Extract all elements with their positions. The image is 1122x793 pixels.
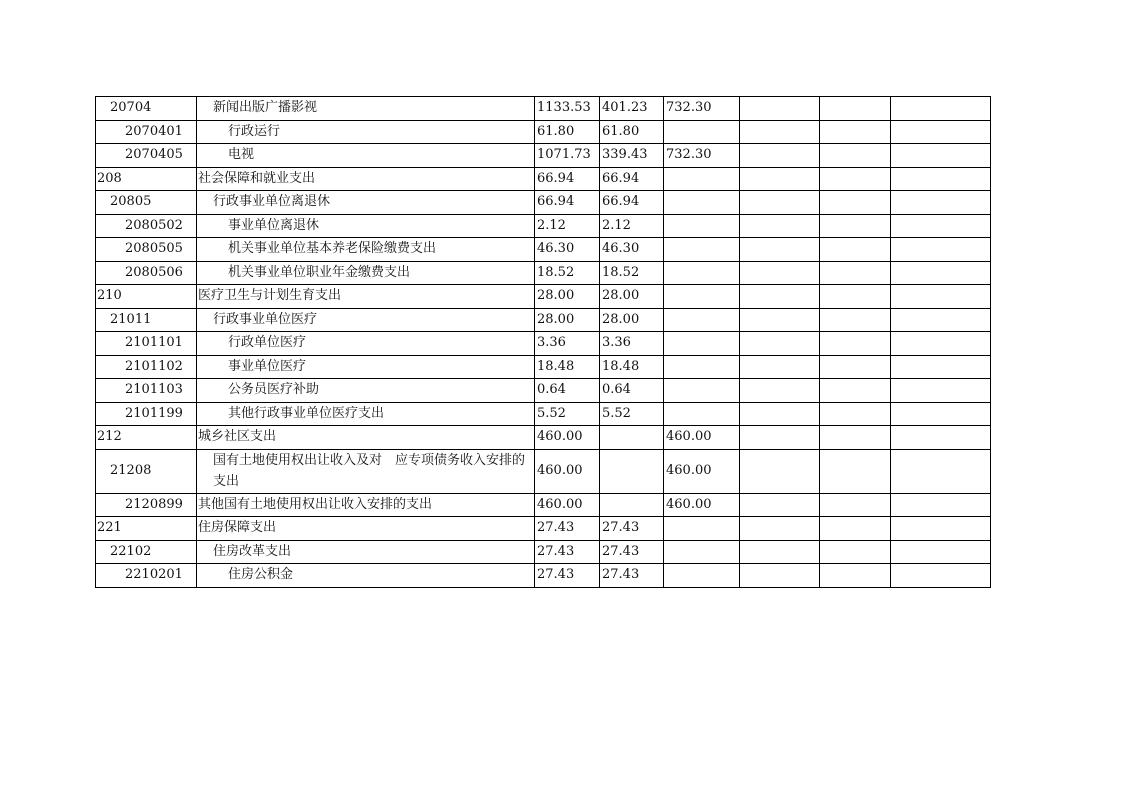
project-expenditure-cell — [664, 261, 740, 285]
account-code-cell: 2101103 — [96, 379, 197, 403]
project-expenditure-cell: 732.30 — [664, 97, 740, 121]
account-name-cell: 行政运行 — [197, 120, 535, 144]
table-row — [96, 355, 991, 379]
empty-cell — [891, 144, 991, 168]
account-code-cell: 2070401 — [96, 120, 197, 144]
basic-expenditure-cell: 27.43 — [600, 564, 664, 588]
basic-expenditure-cell: 27.43 — [600, 517, 664, 541]
empty-cell — [891, 120, 991, 144]
empty-cell — [740, 540, 820, 564]
total-amount-cell: 28.00 — [535, 285, 600, 309]
account-code-cell: 221 — [96, 517, 197, 541]
project-expenditure-cell — [664, 308, 740, 332]
empty-cell — [740, 332, 820, 356]
table-row — [96, 238, 991, 262]
empty-cell — [891, 214, 991, 238]
account-code-cell: 2080502 — [96, 214, 197, 238]
basic-expenditure-cell — [600, 493, 664, 517]
account-code-cell: 2101101 — [96, 332, 197, 356]
empty-cell — [740, 449, 820, 493]
table-row — [96, 493, 991, 517]
basic-expenditure-cell: 0.64 — [600, 379, 664, 403]
total-amount-cell: 66.94 — [535, 167, 600, 191]
empty-cell — [740, 355, 820, 379]
account-code-cell: 21208 — [96, 449, 197, 493]
project-expenditure-cell — [664, 120, 740, 144]
empty-cell — [820, 285, 891, 309]
account-name-cell: 公务员医疗补助 — [197, 379, 535, 403]
table-row — [96, 426, 991, 450]
account-name-cell: 事业单位医疗 — [197, 355, 535, 379]
empty-cell — [820, 261, 891, 285]
empty-cell — [740, 238, 820, 262]
basic-expenditure-cell: 3.36 — [600, 332, 664, 356]
empty-cell — [891, 379, 991, 403]
empty-cell — [891, 449, 991, 493]
project-expenditure-cell — [664, 564, 740, 588]
empty-cell — [820, 449, 891, 493]
empty-cell — [820, 238, 891, 262]
empty-cell — [820, 120, 891, 144]
empty-cell — [740, 120, 820, 144]
basic-expenditure-cell: 401.23 — [600, 97, 664, 121]
table-row — [96, 261, 991, 285]
account-name-cell: 机关事业单位职业年金缴费支出 — [197, 261, 535, 285]
basic-expenditure-cell: 28.00 — [600, 308, 664, 332]
basic-expenditure-cell: 66.94 — [600, 191, 664, 215]
account-name-cell: 医疗卫生与计划生育支出 — [197, 285, 535, 309]
account-name-cell: 电视 — [197, 144, 535, 168]
project-expenditure-cell — [664, 355, 740, 379]
account-code-cell: 22102 — [96, 540, 197, 564]
total-amount-cell: 28.00 — [535, 308, 600, 332]
basic-expenditure-cell: 5.52 — [600, 402, 664, 426]
account-code-cell: 2120899 — [96, 493, 197, 517]
empty-cell — [891, 426, 991, 450]
empty-cell — [820, 540, 891, 564]
total-amount-cell: 18.48 — [535, 355, 600, 379]
table-row — [96, 97, 991, 121]
account-code-cell: 210 — [96, 285, 197, 309]
project-expenditure-cell — [664, 285, 740, 309]
project-expenditure-cell — [664, 191, 740, 215]
total-amount-cell: 27.43 — [535, 540, 600, 564]
account-name-cell: 新闻出版广播影视 — [197, 97, 535, 121]
basic-expenditure-cell: 339.43 — [600, 144, 664, 168]
account-name-cell: 行政单位医疗 — [197, 332, 535, 356]
empty-cell — [740, 97, 820, 121]
project-expenditure-cell — [664, 517, 740, 541]
empty-cell — [891, 355, 991, 379]
empty-cell — [820, 379, 891, 403]
project-expenditure-cell — [664, 238, 740, 262]
empty-cell — [891, 402, 991, 426]
total-amount-cell: 27.43 — [535, 517, 600, 541]
empty-cell — [820, 402, 891, 426]
basic-expenditure-cell — [600, 426, 664, 450]
empty-cell — [891, 493, 991, 517]
table-row — [96, 402, 991, 426]
empty-cell — [820, 332, 891, 356]
empty-cell — [820, 167, 891, 191]
empty-cell — [891, 191, 991, 215]
account-name-cell: 其他行政事业单位医疗支出 — [197, 402, 535, 426]
empty-cell — [891, 308, 991, 332]
total-amount-cell: 1071.73 — [535, 144, 600, 168]
table-row — [96, 540, 991, 564]
basic-expenditure-cell: 66.94 — [600, 167, 664, 191]
empty-cell — [740, 564, 820, 588]
total-amount-cell: 460.00 — [535, 493, 600, 517]
account-name-cell: 城乡社区支出 — [197, 426, 535, 450]
account-code-cell: 212 — [96, 426, 197, 450]
account-name-cell: 住房改革支出 — [197, 540, 535, 564]
project-expenditure-cell: 460.00 — [664, 449, 740, 493]
account-name-cell: 事业单位离退休 — [197, 214, 535, 238]
empty-cell — [820, 564, 891, 588]
budget-table — [95, 96, 991, 588]
basic-expenditure-cell: 2.12 — [600, 214, 664, 238]
total-amount-cell: 0.64 — [535, 379, 600, 403]
empty-cell — [891, 564, 991, 588]
basic-expenditure-cell: 46.30 — [600, 238, 664, 262]
basic-expenditure-cell: 18.52 — [600, 261, 664, 285]
empty-cell — [891, 238, 991, 262]
table-row — [96, 214, 991, 238]
empty-cell — [740, 517, 820, 541]
total-amount-cell: 3.36 — [535, 332, 600, 356]
total-amount-cell: 460.00 — [535, 426, 600, 450]
empty-cell — [891, 261, 991, 285]
empty-cell — [820, 517, 891, 541]
empty-cell — [891, 540, 991, 564]
account-code-cell: 2070405 — [96, 144, 197, 168]
table-row — [96, 167, 991, 191]
empty-cell — [820, 308, 891, 332]
account-code-cell: 2101199 — [96, 402, 197, 426]
table-row — [96, 379, 991, 403]
empty-cell — [820, 144, 891, 168]
basic-expenditure-cell — [600, 449, 664, 493]
total-amount-cell: 460.00 — [535, 449, 600, 493]
empty-cell — [820, 97, 891, 121]
account-code-cell: 20805 — [96, 191, 197, 215]
project-expenditure-cell — [664, 402, 740, 426]
table-row — [96, 191, 991, 215]
empty-cell — [891, 285, 991, 309]
account-name-cell: 行政事业单位医疗 — [197, 308, 535, 332]
total-amount-cell: 27.43 — [535, 564, 600, 588]
empty-cell — [740, 144, 820, 168]
empty-cell — [820, 214, 891, 238]
account-name-cell: 国有土地使用权出让收入及对 应专项债务收入安排的支出 — [197, 449, 535, 493]
empty-cell — [740, 214, 820, 238]
table-row — [96, 332, 991, 356]
basic-expenditure-cell: 61.80 — [600, 120, 664, 144]
empty-cell — [740, 308, 820, 332]
account-code-cell: 2210201 — [96, 564, 197, 588]
project-expenditure-cell — [664, 214, 740, 238]
basic-expenditure-cell: 28.00 — [600, 285, 664, 309]
empty-cell — [740, 285, 820, 309]
empty-cell — [891, 97, 991, 121]
empty-cell — [820, 191, 891, 215]
account-name-cell: 其他国有土地使用权出让收入安排的支出 — [197, 493, 535, 517]
empty-cell — [740, 191, 820, 215]
account-code-cell: 2101102 — [96, 355, 197, 379]
table-row — [96, 144, 991, 168]
account-name-cell: 住房保障支出 — [197, 517, 535, 541]
empty-cell — [891, 332, 991, 356]
table-body — [96, 97, 991, 588]
project-expenditure-cell — [664, 379, 740, 403]
table-row — [96, 120, 991, 144]
project-expenditure-cell — [664, 332, 740, 356]
basic-expenditure-cell: 18.48 — [600, 355, 664, 379]
project-expenditure-cell: 460.00 — [664, 426, 740, 450]
account-name-cell: 社会保障和就业支出 — [197, 167, 535, 191]
table-row — [96, 564, 991, 588]
empty-cell — [891, 517, 991, 541]
empty-cell — [820, 426, 891, 450]
project-expenditure-cell: 460.00 — [664, 493, 740, 517]
account-code-cell: 208 — [96, 167, 197, 191]
total-amount-cell: 66.94 — [535, 191, 600, 215]
project-expenditure-cell — [664, 540, 740, 564]
empty-cell — [891, 167, 991, 191]
total-amount-cell: 61.80 — [535, 120, 600, 144]
empty-cell — [820, 493, 891, 517]
empty-cell — [740, 493, 820, 517]
table-row — [96, 285, 991, 309]
table-row — [96, 517, 991, 541]
basic-expenditure-cell: 27.43 — [600, 540, 664, 564]
table-row — [96, 449, 991, 493]
account-code-cell: 20704 — [96, 97, 197, 121]
empty-cell — [820, 355, 891, 379]
empty-cell — [740, 402, 820, 426]
table-row — [96, 308, 991, 332]
total-amount-cell: 5.52 — [535, 402, 600, 426]
total-amount-cell: 18.52 — [535, 261, 600, 285]
empty-cell — [740, 426, 820, 450]
total-amount-cell: 46.30 — [535, 238, 600, 262]
empty-cell — [740, 261, 820, 285]
account-code-cell: 2080506 — [96, 261, 197, 285]
empty-cell — [740, 379, 820, 403]
account-code-cell: 21011 — [96, 308, 197, 332]
account-name-cell: 住房公积金 — [197, 564, 535, 588]
account-name-cell: 行政事业单位离退休 — [197, 191, 535, 215]
empty-cell — [740, 167, 820, 191]
project-expenditure-cell — [664, 167, 740, 191]
total-amount-cell: 2.12 — [535, 214, 600, 238]
account-name-cell: 机关事业单位基本养老保险缴费支出 — [197, 238, 535, 262]
total-amount-cell: 1133.53 — [535, 97, 600, 121]
account-code-cell: 2080505 — [96, 238, 197, 262]
project-expenditure-cell: 732.30 — [664, 144, 740, 168]
